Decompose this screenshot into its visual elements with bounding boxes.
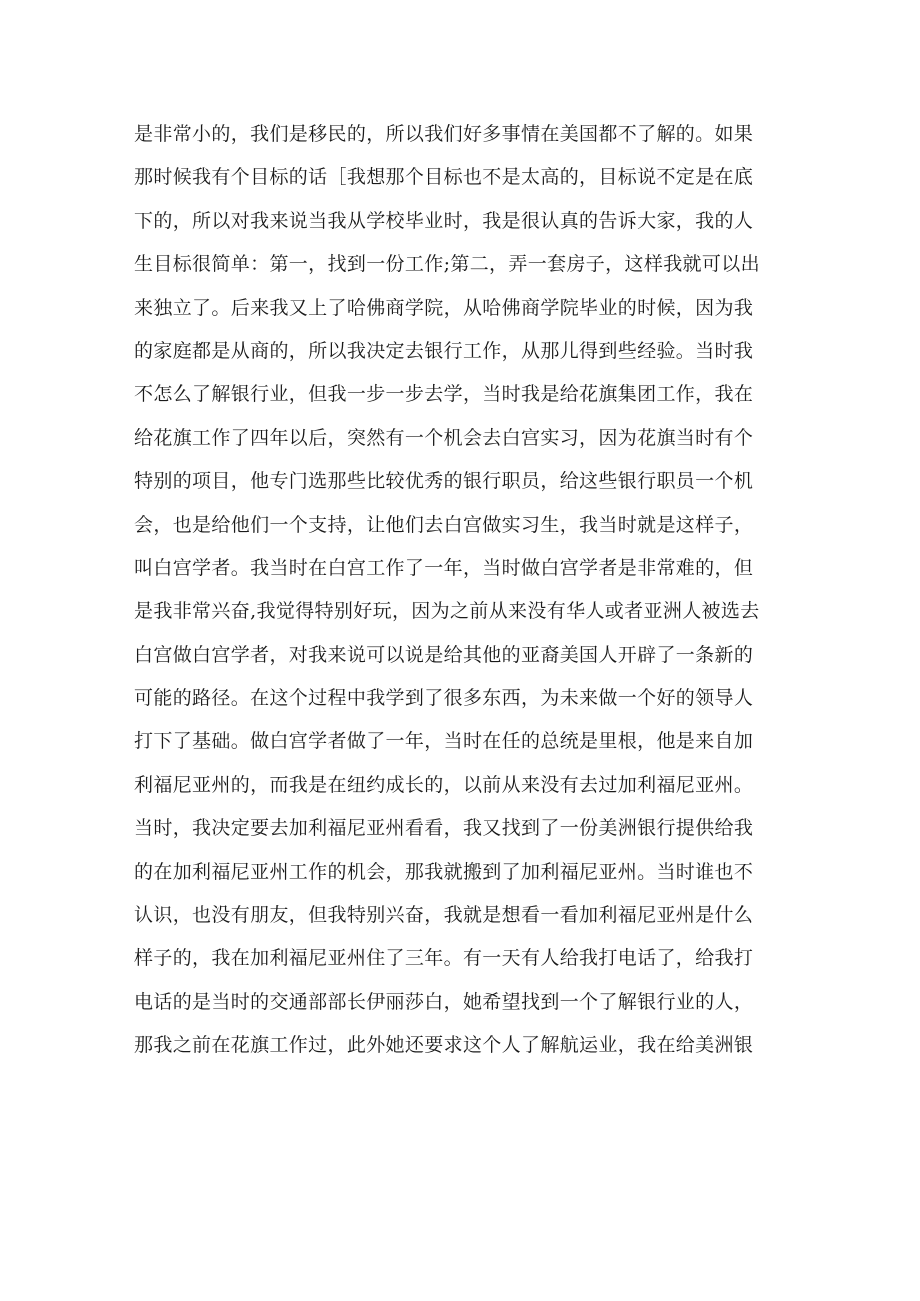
- text-line: 的在加利福尼亚州工作的机会，那我就搬到了加利福尼亚州。当时谁也不: [134, 860, 754, 883]
- text-line: 认识，也没有朋友，但我特别兴奋，我就是想看一看加利福尼亚州是什么: [134, 904, 754, 927]
- text-line: 利福尼亚州的，而我是在纽约成长的，以前从来没有去过加利福尼亚州。: [134, 773, 754, 796]
- text-line: 的家庭都是从商的，所以我决定去银行工作，从那儿得到些经验。当时我: [134, 339, 754, 362]
- text-line: 下的，所以对我来说当我从学校毕业时，我是很认真的告诉大家，我的人: [134, 209, 754, 232]
- text-line: 那我之前在花旗工作过，此外她还要求这个人了解航运业，我在给美洲银: [134, 1034, 754, 1057]
- text-line: 特别的项目，他专门选那些比较优秀的银行职员，给这些银行职员一个机: [134, 470, 754, 493]
- text-line: 生目标很简单：第一，找到一份工作;第二，弄一套房子，这样我就可以出: [134, 253, 760, 276]
- text-line: 那时候我有个目标的话［我想那个目标也不是太高的，目标说不定是在底: [134, 166, 754, 189]
- text-line: 叫白宫学者。我当时在白宫工作了一年，当时做白宫学者是非常难的，但: [134, 556, 754, 579]
- text-line: 会，也是给他们一个支持，让他们去白宫做实习生，我当时就是这样子，: [134, 513, 754, 536]
- text-line: 可能的路径。在这个过程中我学到了很多东西，为未来做一个好的领导人: [134, 687, 754, 710]
- text-line: 样子的，我在加利福尼亚州住了三年。有一天有人给我打电话了，给我打: [134, 947, 754, 970]
- text-line: 来独立了。后来我又上了哈佛商学院，从哈佛商学院毕业的时候，因为我: [134, 296, 754, 319]
- text-line: 是非常小的，我们是移民的，所以我们好多事情在美国都不了解的。如果: [134, 123, 754, 145]
- text-line: 当时，我决定要去加利福尼亚州看看，我又找到了一份美洲银行提供给我: [134, 817, 754, 840]
- text-line: 白宫做白宫学者，对我来说可以说是给其他的亚裔美国人开辟了一条新的: [134, 643, 754, 666]
- text-line: 是我非常兴奋,我觉得特别好玩，因为之前从来没有华人或者亚洲人被选去: [134, 600, 760, 623]
- body-text: [134, 113, 794, 1068]
- text-line: 给花旗工作了四年以后，突然有一个机会去白宫实习，因为花旗当时有个: [134, 426, 754, 449]
- text-line: 不怎么了解银行业，但我一步一步去学，当时我是给花旗集团工作，我在: [134, 383, 754, 406]
- text-line: 打下了基础。做白宫学者做了一年，当时在任的总统是里根，他是来自加: [134, 730, 754, 753]
- text-line: 电话的是当时的交通部部长伊丽莎白，她希望找到一个了解银行业的人，: [134, 990, 754, 1013]
